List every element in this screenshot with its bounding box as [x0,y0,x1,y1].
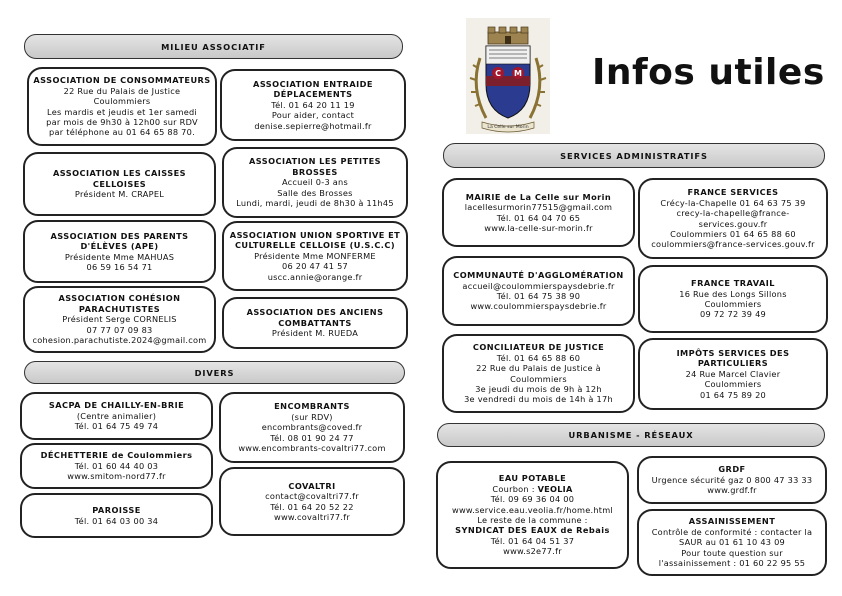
card-line: www.coulommierspaysdebrie.fr [470,301,607,312]
card-line: www.grdf.fr [707,485,757,496]
card-line: Pour toute question sur [681,547,783,558]
section-divers: DIVERS [24,361,405,384]
town-crest [466,18,550,134]
card-line: encombrants@coved.fr [261,422,363,433]
card-association-caisses-celloises [23,152,216,216]
card-france-travail [638,265,828,333]
card-line: Tél. 01 64 04 70 65 [496,212,581,223]
card-title: DÉCHETTERIE de Coulommiers [40,450,193,461]
card-association-parents-eleves [23,220,216,283]
card-line: 16 Rue des Longs Sillons [679,288,787,299]
svg-text:C: C [495,69,501,78]
card-communaute-agglomeration [442,256,635,326]
eau-line-prefix: Courbon : [492,483,538,494]
svg-text:M: M [514,69,522,78]
card-line: www.encombrants-covaltri77.com [238,443,386,454]
card-line: www.smitom-nord77.fr [67,471,166,482]
card-association-entraide-deplacements [220,69,406,141]
card-line: Coulommiers [510,373,567,384]
section-urbanisme-reseaux: URBANISME - RÉSEAUX [437,423,825,447]
card-association-petites-brosses [222,147,408,218]
card-line: 06 59 16 54 71 [86,261,153,272]
card-line: Président Serge CORNELIS [62,314,177,325]
card-title: IMPÔTS SERVICES DES PARTICULIERS [676,347,790,369]
card-title: ASSOCIATION LES CAISSES CELLOISES [53,168,186,189]
card-assainissement [637,509,827,576]
card-line: Coulommiers [704,299,762,309]
card-line: (Centre animalier) [76,410,157,421]
card-line: Tél. 09 69 36 04 00 [490,494,575,505]
card-line: Accueil 0-3 ans [281,177,349,188]
card-title: ASSOCIATION ENTRAIDE DÉPLACEMENTS [253,78,373,100]
eau-provider-syndicat: SYNDICAT DES EAUX de Rebais [455,525,610,536]
page-title: Infos utiles [592,52,825,93]
card-title: FRANCE SERVICES [687,187,779,198]
card-line: l'assainissement : 01 60 22 95 55 [658,558,806,569]
card-title: ASSOCIATION UNION SPORTIVE ET CULTURELLE CELLOISE (U.S.C.C) [229,229,401,251]
card-grdf [637,456,827,504]
card-line: 09 72 72 39 49 [699,309,766,320]
section-services-administratifs: SERVICES ADMINISTRATIFS [443,143,825,168]
card-title: COMMUNAUTÉ D'AGGLOMÉRATION [453,270,624,281]
card-line: Tél. 01 60 44 40 03 [74,460,159,471]
card-conciliateur-justice [442,334,635,413]
card-line: cohesion.parachutiste.2024@gmail.com [32,335,207,346]
card-title: ASSOCIATION DES PARENTS D'ÉLÈVES (APE) [50,230,189,252]
card-line: 01 64 75 89 20 [699,389,766,400]
card-line: Urgence sécurité gaz 0 800 47 33 33 [651,474,813,485]
card-line: par mois de 9h30 à 12h00 sur RDV [46,116,198,127]
card-title: GRDF [718,464,746,475]
card-title: FRANCE TRAVAIL [691,278,775,289]
card-line: Salle des Brosses [277,187,353,198]
card-line: Pour aider, contact [271,110,355,121]
card-line: coulommiers@france-services.gouv.fr [651,239,815,250]
card-line: 3e jeudi du mois de 9h à 12h [475,383,602,394]
card-title: MAIRIE de La Celle sur Morin [465,191,612,202]
card-covaltri [219,467,405,536]
card-paroisse [20,493,213,538]
section-milieu-associatif: MILIEU ASSOCIATIF [24,34,403,59]
card-title: ASSAINISSEMENT [688,516,776,527]
card-decheterie [20,443,213,489]
card-title: SACPA DE CHAILLY-EN-BRIE [48,400,185,411]
card-title: ASSOCIATION COHÉSION PARACHUTISTES [58,293,181,314]
card-association-anciens-combattants [222,297,408,349]
card-line: (sur RDV) [291,411,333,422]
card-line: Tél. 01 64 03 00 34 [74,515,159,526]
card-line: Tél. 01 64 20 11 19 [271,99,355,110]
card-line: www.s2e77.fr [503,546,562,557]
card-sacpa [20,392,213,440]
card-line: Coulommiers [704,379,762,390]
card-line: www.covaltri77.fr [274,511,350,522]
card-line: lacellesurmorin77515@gmail.com [464,202,613,213]
card-line: Tél. 01 64 65 88 60 [496,352,581,363]
card-title: PAROISSE [92,505,141,516]
card-line: 22 Rue du Palais de Justice à [476,363,601,374]
card-line: Les mardis et jeudis et 1er samedi [47,106,197,117]
card-line: Présidente Mme MONFERME [254,250,376,261]
card-line: www.la-celle-sur-morin.fr [484,222,593,233]
card-title: ENCOMBRANTS [274,401,350,412]
card-line: 06 20 47 41 57 [281,261,348,272]
card-association-consommateurs [27,67,217,146]
card-line: Le reste de la commune : [477,515,588,525]
card-line: contact@covaltri77.fr [265,491,359,502]
card-association-union-sportive [222,221,408,291]
card-line: Tél. 08 01 90 24 77 [270,432,354,443]
card-title: COVALTRI [288,480,336,491]
card-line: crecy-la-chapelle@france- [676,208,790,219]
card-line: Coulommiers 01 64 65 88 60 [670,228,796,239]
card-title: ASSOCIATION LES PETITES BROSSES [249,156,381,177]
card-line: Crécy-la-Chapelle 01 64 63 75 39 [660,197,806,208]
card-title: ASSOCIATION DE CONSOMMATEURS [33,75,211,86]
card-line: 3e vendredi du mois de 14h à 17h [464,394,613,405]
card-line: services.gouv.fr [698,218,768,229]
card-france-services [638,178,828,259]
card-encombrants [219,392,405,463]
card-line [492,484,572,494]
card-impots [638,338,828,410]
card-line: Contrôle de conformité : contacter la [651,526,813,537]
card-line: www.service.eau.veolia.fr/home.html [452,504,613,515]
card-line: Tél. 01 64 75 38 90 [496,291,581,301]
card-line: Tél. 01 64 04 51 37 [490,535,575,546]
card-line: uscc.annie@orange.fr [267,271,363,282]
card-line: par téléphone au 01 64 65 88 70. [49,127,195,138]
card-line: 22 Rue du Palais de Justice [63,85,181,96]
card-line: Présidente Mme MAHUAS [64,251,175,262]
card-line: Lundi, mardi, jeudi de 8h30 à 11h45 [236,198,394,209]
card-line: Président M. RUEDA [271,328,359,339]
card-line: 07 77 07 09 83 [86,324,153,335]
card-line: Tél. 01 64 75 49 74 [74,421,159,432]
card-line: Président M. CRAPEL [74,189,165,200]
card-line: SAUR au 01 61 10 43 09 [678,537,786,548]
card-title: EAU POTABLE [498,473,567,484]
card-title: ASSOCIATION DES ANCIENS COMBATTANTS [246,307,384,328]
card-line: 24 Rue Marcel Clavier [685,368,781,379]
card-line: Tél. 01 64 20 52 22 [270,501,354,512]
card-association-cohesion-parachutistes [23,286,216,353]
card-eau-potable [436,461,629,569]
card-line: accueil@coulommierspaysdebrie.fr [462,280,615,291]
card-line: denise.sepierre@hotmail.fr [254,120,372,131]
card-line: Coulommiers [93,96,151,107]
eau-provider-veolia: VEOLIA [537,483,573,494]
card-mairie [442,178,635,247]
card-title: CONCILIATEUR DE JUSTICE [472,342,605,353]
svg-text:La Celle sur Morin: La Celle sur Morin [487,125,529,130]
